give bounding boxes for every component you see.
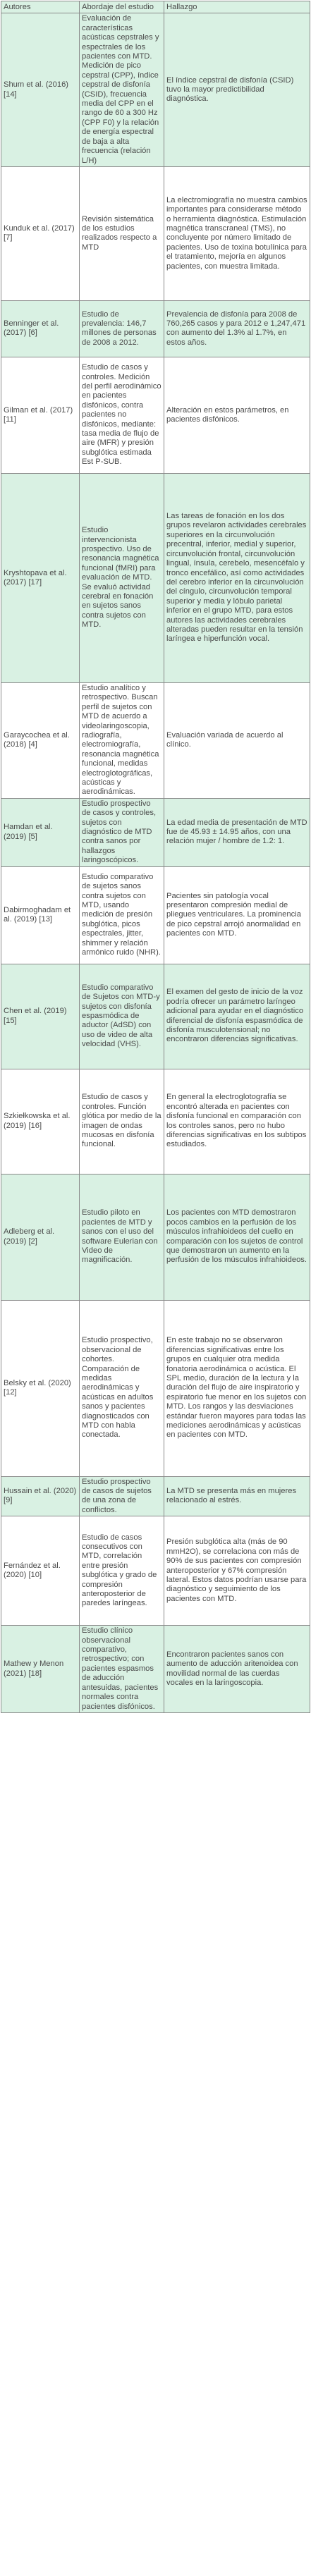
finding-cell: Las tareas de fonación en los dos grupos revelaron actividades cerebrales superiores en la circunvolución precentral, inferior, medial y superior, circunvolución frontal, circunvolución lingual, ínsula, cerebelo, mesencéfalo y tronco encefálico, así como actividades del cerebro inferior en la circunvolución del cíngulo, circunvolución temporal superior y media y lóbulo parietal inferior en el grupo MTD, para estos autores las actividades cerebrales alteradas pueden resultar en la tensión laríngea e hiperfunción vocal.	[164, 473, 310, 682]
table-header-row	[1, 1, 310, 13]
author-cell: Garaycochea et al. (2018) [4]	[1, 682, 80, 798]
approach-cell: Revisión sistemática de los estudios realizados respecto a MTD	[80, 166, 164, 300]
table-row	[1, 798, 310, 866]
author-cell: Adleberg et al. (2019) [2]	[1, 1174, 80, 1300]
approach-cell: Estudio comparativo de sujetos sanos contra sujetos con MTD, usando medición de presión subglótica, picos espectrales, jitter, shimmer y relación armónico ruido (NHR).	[80, 866, 164, 964]
finding-cell: Prevalencia de disfonía para 2008 de 760,265 casos y para 2012 e 1,247,471 con aumento del 1.3% al 1.7%, en estos años.	[164, 300, 310, 357]
findings-table	[1, 1, 310, 1713]
table-row	[1, 166, 310, 300]
approach-cell: Estudio de casos y controles. Medición del perfil aerodinámico en pacientes disfónicos, contra pacientes no disfónicos, mediante: tasa media de flujo de aire (MFR) y presión subglótica estimada Est P-SUB.	[80, 357, 164, 473]
author-cell: Kryshtopava et al. (2017) [17]	[1, 473, 80, 682]
finding-cell: La edad media de presentación de MTD fue de 45.93 ± 14.95 años, con una relación mujer / hombre de 1.2: 1.	[164, 798, 310, 866]
table-row	[1, 1626, 310, 1713]
finding-cell: Encontraron pacientes sanos con aumento de aducción aritenoidea con movilidad normal de las cuerdas vocales en la laringoscopia.	[164, 1626, 310, 1713]
author-cell: Mathew y Menon (2021) [18]	[1, 1626, 80, 1713]
author-cell: Benninger et al. (2017) [6]	[1, 300, 80, 357]
table-row	[1, 13, 310, 167]
author-cell: Szkiełkowska et al. (2019) [16]	[1, 1069, 80, 1174]
table-row	[1, 964, 310, 1069]
finding-cell: Evaluación variada de acuerdo al clínico.	[164, 682, 310, 798]
table-row	[1, 1476, 310, 1516]
author-cell: Shum et al. (2016) [14]	[1, 13, 80, 167]
approach-cell: Evaluación de características acústicas cepstrales y espectrales de los pacientes con MTD. Medición de pico cepstral (CPP), índice cepstral de disfonía (CSID), frecuencia media del CPP en el rango de 60 a 300 Hz (CPP F0) y la relación de energía espectral de baja a alta frecuencia (relación L/H)	[80, 13, 164, 167]
finding-cell: La electromiografía no muestra cambios importantes para considerarse método o herramienta diagnóstica. Estimulación magnética transcraneal (TMS), no concluyente por número limitado de pacientes. Uso de toxina botulínica para el tratamiento, mejoría en algunos pacientes, con muestra limitada.	[164, 166, 310, 300]
approach-cell: Estudio prospectivo de casos y controles, sujetos con diagnóstico de MTD contra sanos por hallazgos laringoscópicos.	[80, 798, 164, 866]
finding-cell: El índice cepstral de disfonía (CSID) tuvo la mayor predictibilidad diagnóstica.	[164, 13, 310, 167]
approach-cell: Estudio piloto en pacientes de MTD y sanos con el uso del software Eulerian con Video de magnificación.	[80, 1174, 164, 1300]
table-row	[1, 866, 310, 964]
author-cell: Hamdan et al. (2019) [5]	[1, 798, 80, 866]
author-cell: Belsky et al. (2020) [12]	[1, 1300, 80, 1476]
finding-cell: Presión subglótica alta (más de 90 mmH2O), se correlaciona con más de 90% de sus pacientes con compresión anteroposterior y 67% compresión lateral. Estos datos podrían usarse para diagnóstico y seguimiento de los pacientes con MTD.	[164, 1516, 310, 1626]
finding-cell: Alteración en estos parámetros, en pacientes disfónicos.	[164, 357, 310, 473]
header-finding: Hallazgo	[164, 1, 310, 13]
author-cell: Chen et al. (2019) [15]	[1, 964, 80, 1069]
finding-cell: El examen del gesto de inicio de la voz podría ofrecer un parámetro laríngeo adicional para ayudar en el diagnóstico diferencial de disfonía espasmódica de disfonía musculotensional; no encontraron diferencias significativas.	[164, 964, 310, 1069]
table-row	[1, 1069, 310, 1174]
approach-cell: Estudio de casos y controles. Función glótica por medio de la imagen de ondas mucosas en disfonía funcional.	[80, 1069, 164, 1174]
table-row	[1, 682, 310, 798]
header-approach: Abordaje del estudio	[80, 1, 164, 13]
finding-cell: En general la electroglotografía se encontró alterada en pacientes con disfonía funcional en comparación con los controles sanos, pero no hubo diferencias significativas en los subtipos estudiados.	[164, 1069, 310, 1174]
finding-cell: La MTD se presenta más en mujeres relacionado al estrés.	[164, 1476, 310, 1516]
author-cell: Gilman et al. (2017) [11]	[1, 357, 80, 473]
approach-cell: Estudio prospectivo, observacional de cohortes. Comparación de medidas aerodinámicas y acústicas en adultos sanos y pacientes diagnosticados con MTD con habla conectada.	[80, 1300, 164, 1476]
table-row	[1, 357, 310, 473]
approach-cell: Estudio de prevalencia: 146,7 millones de personas de 2008 a 2012.	[80, 300, 164, 357]
header-author: Autores	[1, 1, 80, 13]
approach-cell: Estudio clínico observacional comparativo, retrospectivo; con pacientes espasmos de aducción antesuidas, pacientes normales contra pacientes disfónicos.	[80, 1626, 164, 1713]
table-row	[1, 300, 310, 357]
approach-cell: Estudio prospectivo de casos de sujetos de una zona de conflictos.	[80, 1476, 164, 1516]
table-row	[1, 1300, 310, 1476]
author-cell: Dabirmoghadam et al. (2019) [13]	[1, 866, 80, 964]
author-cell: Fernández et al. (2020) [10]	[1, 1516, 80, 1626]
author-cell: Hussain et al. (2020) [9]	[1, 1476, 80, 1516]
approach-cell: Estudio comparativo de Sujetos con MTD-y sujetos con disfonía espasmódica de aductor (AdSD) con uso de video de alta velocidad (VHS).	[80, 964, 164, 1069]
approach-cell: Estudio intervencionista prospectivo. Uso de resonancia magnética funcional (fMRI) para evaluación de MTD. Se evaluó actividad cerebral en fonación en sujetos sanos contra sujetos con MTD.	[80, 473, 164, 682]
finding-cell: En este trabajo no se observaron diferencias significativas entre los grupos en cualquier otra medida fonatoria aerodinámica o acústica. El SPL medio, duración de la lectura y la duración del flujo de aire inspiratorio y espiratorio fue menor en los sujetos con MTD. Los rangos y las desviaciones estándar fueron mayores para todas las mediciones aerodinámicas y acústicas en pacientes con MTD.	[164, 1300, 310, 1476]
table-row	[1, 1174, 310, 1300]
table-row	[1, 473, 310, 682]
table-row	[1, 1516, 310, 1626]
approach-cell: Estudio de casos consecutivos con MTD, correlación entre presión subglótica y grado de compresión anteroposterior de paredes laríngeas.	[80, 1516, 164, 1626]
finding-cell: Los pacientes con MTD demostraron pocos cambios en la perfusión de los músculos infrahioideos del cuello en comparación con los sujetos de control que demostraron un aumento en la perfusión de los músculos infrahioideos.	[164, 1174, 310, 1300]
author-cell: Kunduk et al. (2017) [7]	[1, 166, 80, 300]
finding-cell: Pacientes sin patología vocal presentaron compresión medial de pliegues ventriculares. La prominencia de pico cepstral arrojó anormalidad en pacientes con MTD.	[164, 866, 310, 964]
approach-cell: Estudio analítico y retrospectivo. Buscan perfil de sujetos con MTD de acuerdo a videolaringoscopia, radiografía, electromiografía, resonancia magnética funcional, medidas electroglotográficas, acústicas y aerodinámicas.	[80, 682, 164, 798]
